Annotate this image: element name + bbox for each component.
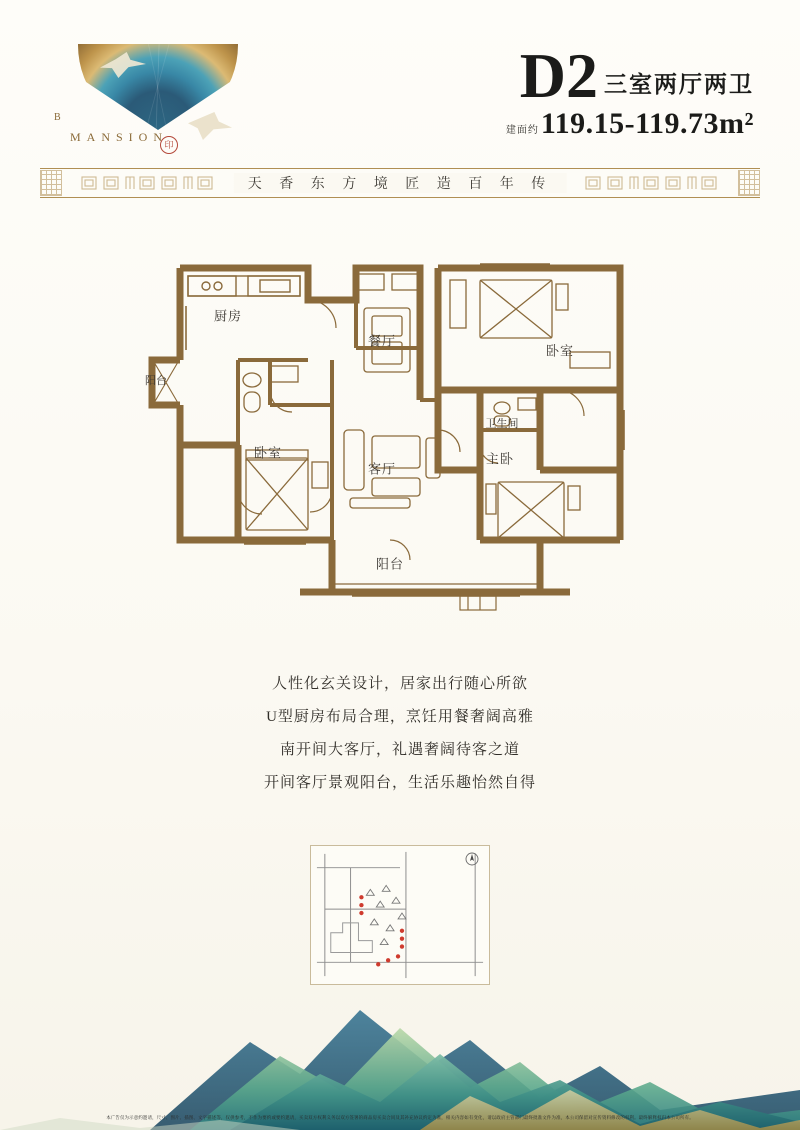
divider-line	[40, 197, 760, 198]
area-value: 119.15-119.73m²	[540, 107, 754, 141]
room-label-kitchen: 厨房	[213, 308, 243, 324]
ornament-pattern-right	[582, 173, 722, 193]
room-label-dining: 餐厅	[367, 333, 397, 349]
brand-logo	[48, 34, 248, 154]
room-label-bedroom-north: 卧室	[545, 343, 575, 359]
room-label-living: 客厅	[367, 461, 397, 477]
ornament-block-left	[40, 170, 62, 196]
room-label-balcony-south: 阳台	[375, 556, 405, 572]
feature-item: 南开间大客厅，礼遇奢阔待客之道	[279, 742, 520, 758]
feature-item: 开间客厅景观阳台，生活乐趣怡然自得	[263, 775, 536, 791]
floor-plan	[120, 240, 680, 630]
site-location-map	[310, 845, 490, 985]
ornament-block-right	[738, 170, 760, 196]
room-label-balcony-west: 阳台	[145, 375, 167, 387]
mountain-illustration	[0, 970, 800, 1130]
compass-north-icon	[465, 852, 479, 870]
unit-title-block	[505, 40, 754, 141]
ornament-pattern-left	[78, 173, 218, 193]
header	[0, 20, 800, 170]
crane-icon	[188, 112, 232, 140]
feature-list	[0, 672, 800, 804]
unit-area-row	[506, 109, 754, 139]
room-label-bathroom: 卫生间	[485, 418, 519, 430]
unit-title-row	[506, 40, 754, 111]
divider-line	[40, 168, 760, 169]
room-label-bedroom-west: 卧室	[253, 445, 283, 461]
area-prefix-label: 建面约	[505, 124, 539, 136]
room-configuration: 三室两厅两卫	[604, 72, 754, 98]
brand-logo-en: B	[54, 112, 63, 123]
site-map-drawing	[311, 846, 489, 984]
unit-code: D2	[519, 40, 598, 111]
feature-item: 人性化玄关设计，居家出行随心所欲	[271, 676, 528, 692]
room-label-master-bedroom: 主卧	[485, 451, 515, 467]
slogan-text: 天 香 东 方 境 匠 造 百 年 传	[234, 173, 567, 193]
slogan-bar	[40, 168, 760, 198]
feature-item: U型厨房布局合理，烹饪用餐奢阔高雅	[266, 709, 534, 725]
brand-logo-cn: MANSION	[70, 130, 169, 144]
brand-seal-icon: 印	[160, 136, 178, 154]
disclaimer-text: 本广告仅为示意约邀请，尺寸、图片、插图、文字描述等，仅供参考，不作为要约或要约邀请，买卖双方权利义务以双方签署的商品房买卖合同及其补充协议约定为准，相关内容如有变化，请以政府主管部门最终批准文件为准，本公司保留对宣传资料修改的权利。最终解释权归本公司所有。	[106, 1115, 694, 1121]
